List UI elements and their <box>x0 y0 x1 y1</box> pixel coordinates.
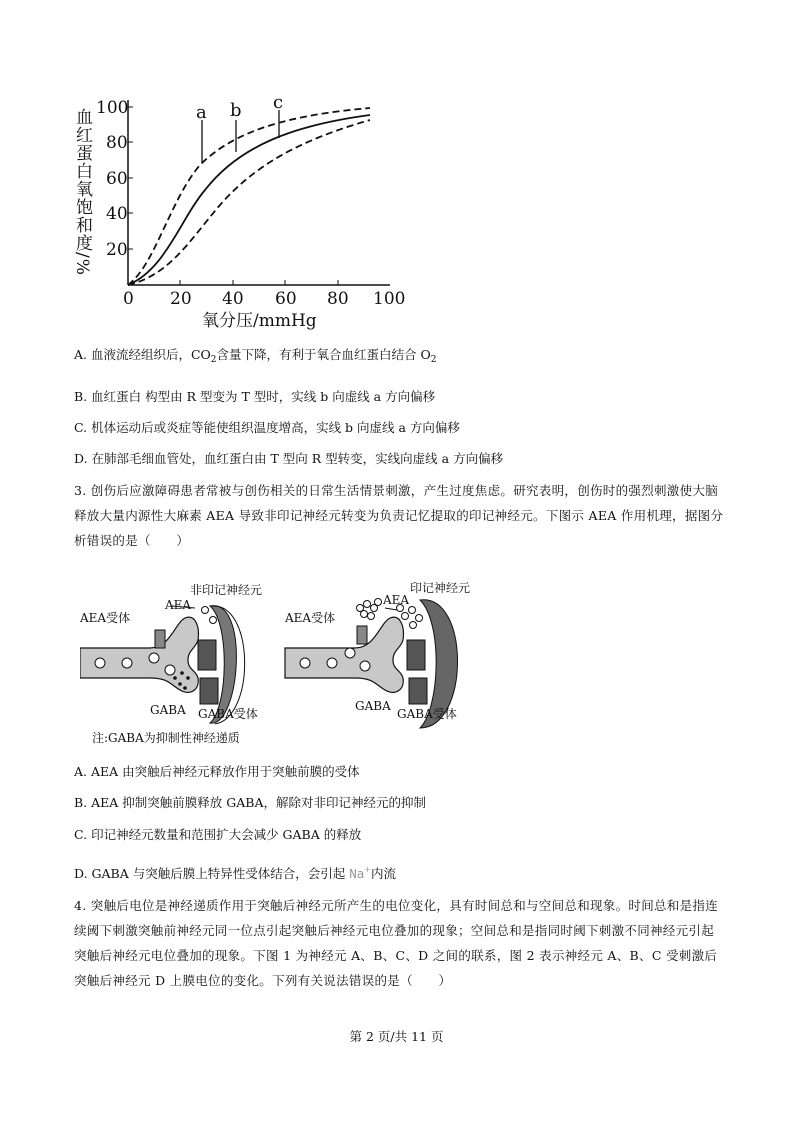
right-aea-label: AEA <box>383 593 410 607</box>
superscript: + <box>364 865 371 874</box>
x-tick: 100 <box>373 289 406 309</box>
curve-b <box>128 115 370 285</box>
x-tick: 60 <box>275 289 297 309</box>
q2-option-a-text2: 含量下降，有利于氧合血红蛋白结合 O <box>216 347 431 362</box>
subscript: 2 <box>430 355 437 365</box>
x-tick: 80 <box>327 289 349 309</box>
oxygen-dissociation-chart <box>70 90 415 330</box>
aea-mechanism-figure <box>80 578 496 750</box>
y-tick: 100 <box>96 98 129 118</box>
curve-label-c: c <box>273 92 284 113</box>
y-tick: 20 <box>106 240 128 260</box>
subscript: 2 <box>210 355 217 365</box>
x-tick: 40 <box>222 289 244 309</box>
left-aea-receptor-label: AEA受体 <box>80 611 131 625</box>
q3-option-d <box>74 861 396 883</box>
q3-option-a: A. AEA 由突触后神经元释放作用于突触前膜的受体 <box>74 764 360 779</box>
q2-option-b: B. 血红蛋白 构型由 R 型变为 T 型时，实线 b 向虚线 a 方向偏移 <box>74 389 436 404</box>
curve-label-a: a <box>196 102 207 123</box>
y-tick: 80 <box>106 133 128 153</box>
y-axis-label: 血红蛋白氧饱和度/% <box>72 108 92 276</box>
curve-label-b: b <box>230 100 242 121</box>
x-tick: 20 <box>170 289 192 309</box>
q2-option-a <box>74 346 437 369</box>
q3-option-b: B. AEA 抑制突触前膜释放 GABA，解除对非印记神经元的抑制 <box>74 795 426 810</box>
sodium-ion: Na <box>349 866 365 881</box>
y-tick: 60 <box>106 169 128 189</box>
y-tick: 40 <box>106 204 128 224</box>
q3-stem: 3. 创伤后应激障碍患者常被与创伤相关的日常生活情景刺激，产生过度焦虑。研究表明，创伤时的强烈刺激使大脑释放大量内源性大麻素 AEA 导致非印记神经元转变为负责记忆提取的印记神经元。下图示 AEA 作用机理，据图分析错误的是（ ） <box>74 483 724 548</box>
curve-a <box>128 108 370 285</box>
q2-option-d: D. 在肺部毛细血管处，血红蛋白由 T 型向 R 型转变，实线向虚线 a 方向偏移 <box>74 451 504 466</box>
left-aea-label: AEA <box>165 598 192 612</box>
page-footer: 第 2 页/共 11 页 <box>349 1029 444 1044</box>
q3-option-c: C. 印记神经元数量和范围扩大会减少 GABA 的释放 <box>74 827 362 842</box>
q4-stem: 4. 突触后电位是神经递质作用于突触后神经元所产生的电位变化，具有时间总和与空间总和现象。时间总和是指连续阈下刺激突触前神经元同一位点引起突触后神经元电位叠加的现象；空间总和是指同时阈下刺激不同神经元引起突触后神经元电位叠加的现象。下图 1 为神经元 A、B、C、D 之间的联系，图 2 表示神经元 A、B、C 受刺激后突触后神经元 D 上膜电位的变化。下列有关说法错误的是（ ） <box>74 898 719 988</box>
left-gaba-label: GABA <box>150 703 186 717</box>
x-axis-label: 氧分压/mmHg <box>202 311 317 330</box>
q2-option-c: C. 机体运动后或炎症等能使组织温度增高，实线 b 向虚线 a 方向偏移 <box>74 420 460 435</box>
right-neuron-label: 印记神经元 <box>410 581 471 595</box>
curve-c <box>128 120 370 285</box>
left-gaba-receptor-label: GABA受体 <box>198 707 258 721</box>
figure-note: 注:GABA为抑制性神经递质 <box>92 731 240 745</box>
q2-option-a-text: A. 血液流经组织后，CO <box>74 347 211 362</box>
q3-option-d-text: D. GABA 与突触后膜上特异性受体结合，会引起 <box>74 866 350 881</box>
right-aea-receptor-label: AEA受体 <box>285 611 336 625</box>
left-neuron-label: 非印记神经元 <box>190 583 263 597</box>
right-gaba-label: GABA <box>355 699 391 713</box>
x-tick: 0 <box>123 289 134 309</box>
right-gaba-receptor-label: GABA受体 <box>397 707 457 721</box>
q3-option-d-text2: 内流 <box>370 866 396 881</box>
